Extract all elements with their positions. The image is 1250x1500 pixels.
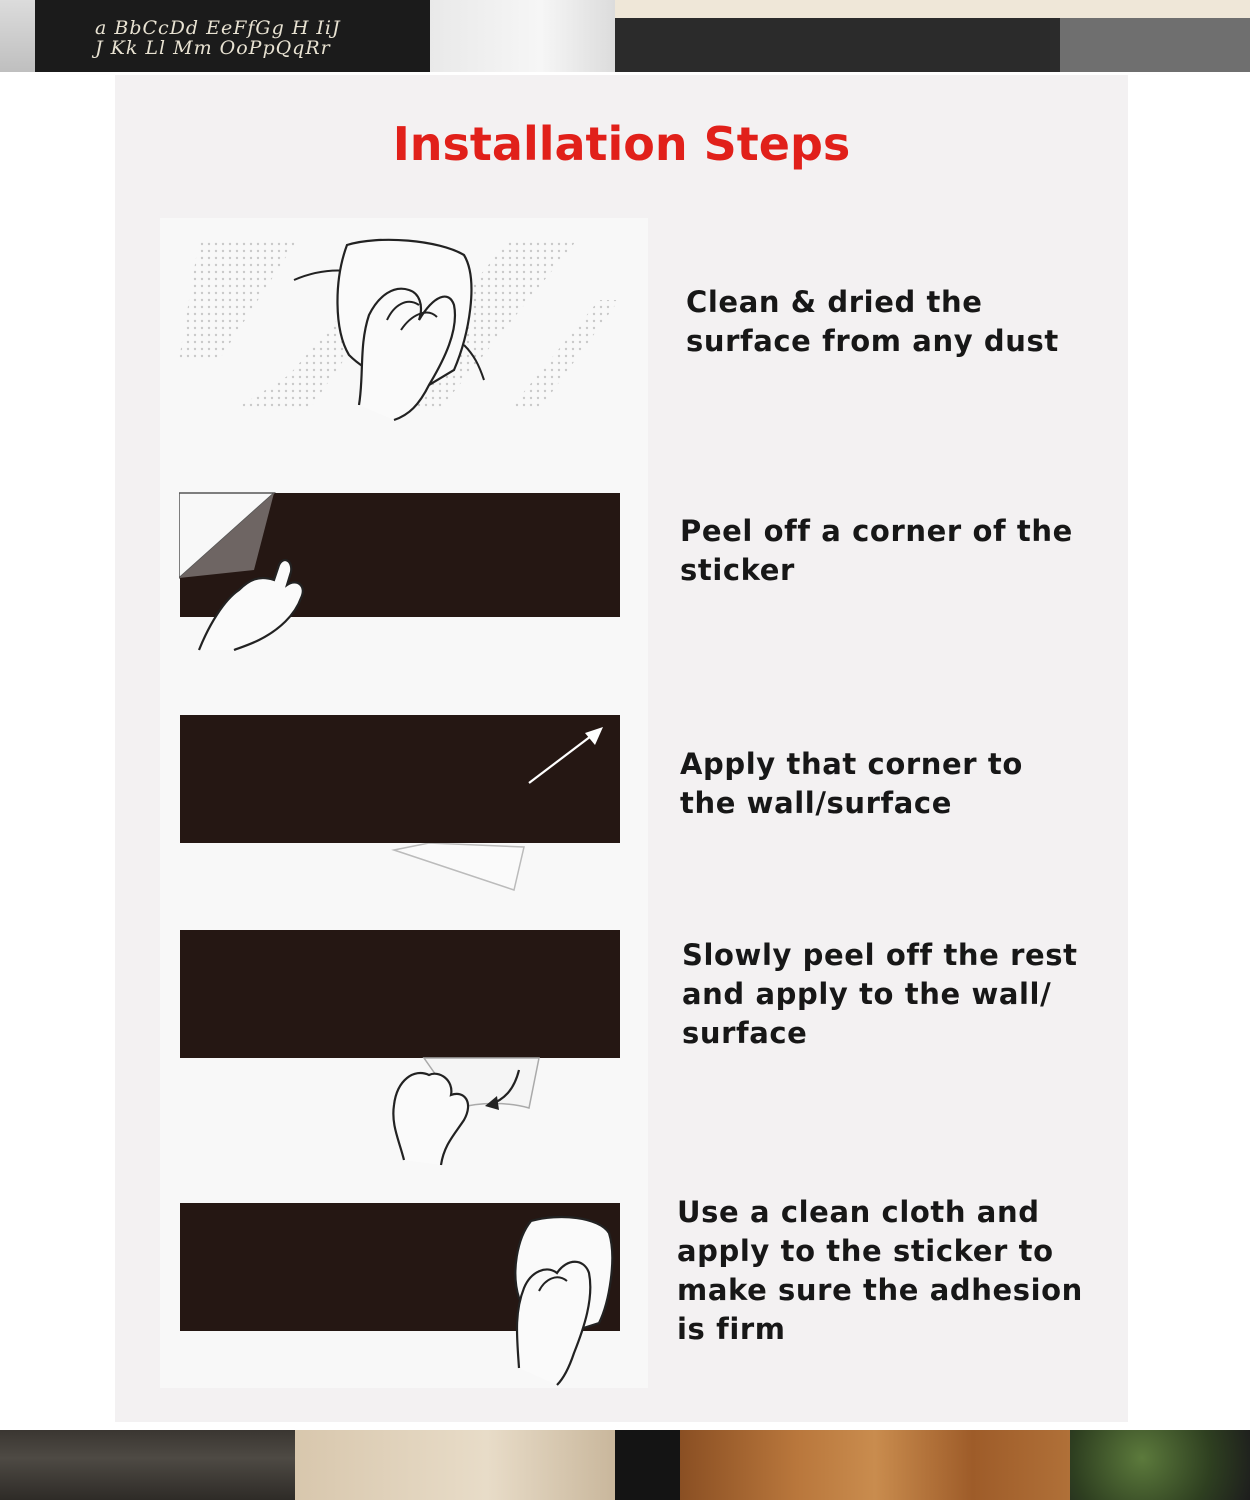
- chalkboard-text: a BbCcDd EeFfGg H IiJ J Kk Ll Mm OoPpQqRr: [95, 17, 341, 59]
- photo-chalkboard: [35, 0, 430, 72]
- step-4: [115, 930, 1128, 1170]
- photo-beige-wall: [295, 1430, 615, 1500]
- installation-card: [115, 75, 1128, 1422]
- bottom-photo-strip: [0, 1430, 1250, 1500]
- peeling-hand-icon: [179, 490, 624, 655]
- photo-plant: [1070, 1430, 1250, 1500]
- photo-wood-panel: [680, 1430, 1070, 1500]
- step-5-text: Use a clean cloth and apply to the sticker to make sure the adhesion is firm: [677, 1195, 1083, 1346]
- top-photo-strip: [0, 0, 1250, 72]
- step-4-text: Slowly peel off the rest and apply to the wall/ surface: [682, 938, 1078, 1050]
- photo-dark-cabinet: [0, 1430, 295, 1500]
- step-5: [115, 1195, 1128, 1388]
- photo-white-wall: [430, 0, 615, 72]
- photo-wall-left: [0, 0, 35, 72]
- photo-black-panel: [615, 1430, 680, 1500]
- photo-kitchen-shelf: [615, 0, 1250, 72]
- cloth-hand-icon: [179, 1203, 624, 1388]
- step-1: [115, 235, 1128, 435]
- arrow-icon: [179, 715, 624, 895]
- wiping-hand-icon: [179, 235, 639, 425]
- step-3: [115, 715, 1128, 895]
- hand-peel-icon: [179, 930, 624, 1170]
- step-2-text: Peel off a corner of the sticker: [680, 514, 1073, 587]
- step-1-text: Clean & dried the surface from any dust: [686, 285, 1059, 358]
- step-3-text: Apply that corner to the wall/surface: [680, 747, 1023, 820]
- step-2: [115, 490, 1128, 660]
- page-title: Installation Steps: [392, 117, 851, 171]
